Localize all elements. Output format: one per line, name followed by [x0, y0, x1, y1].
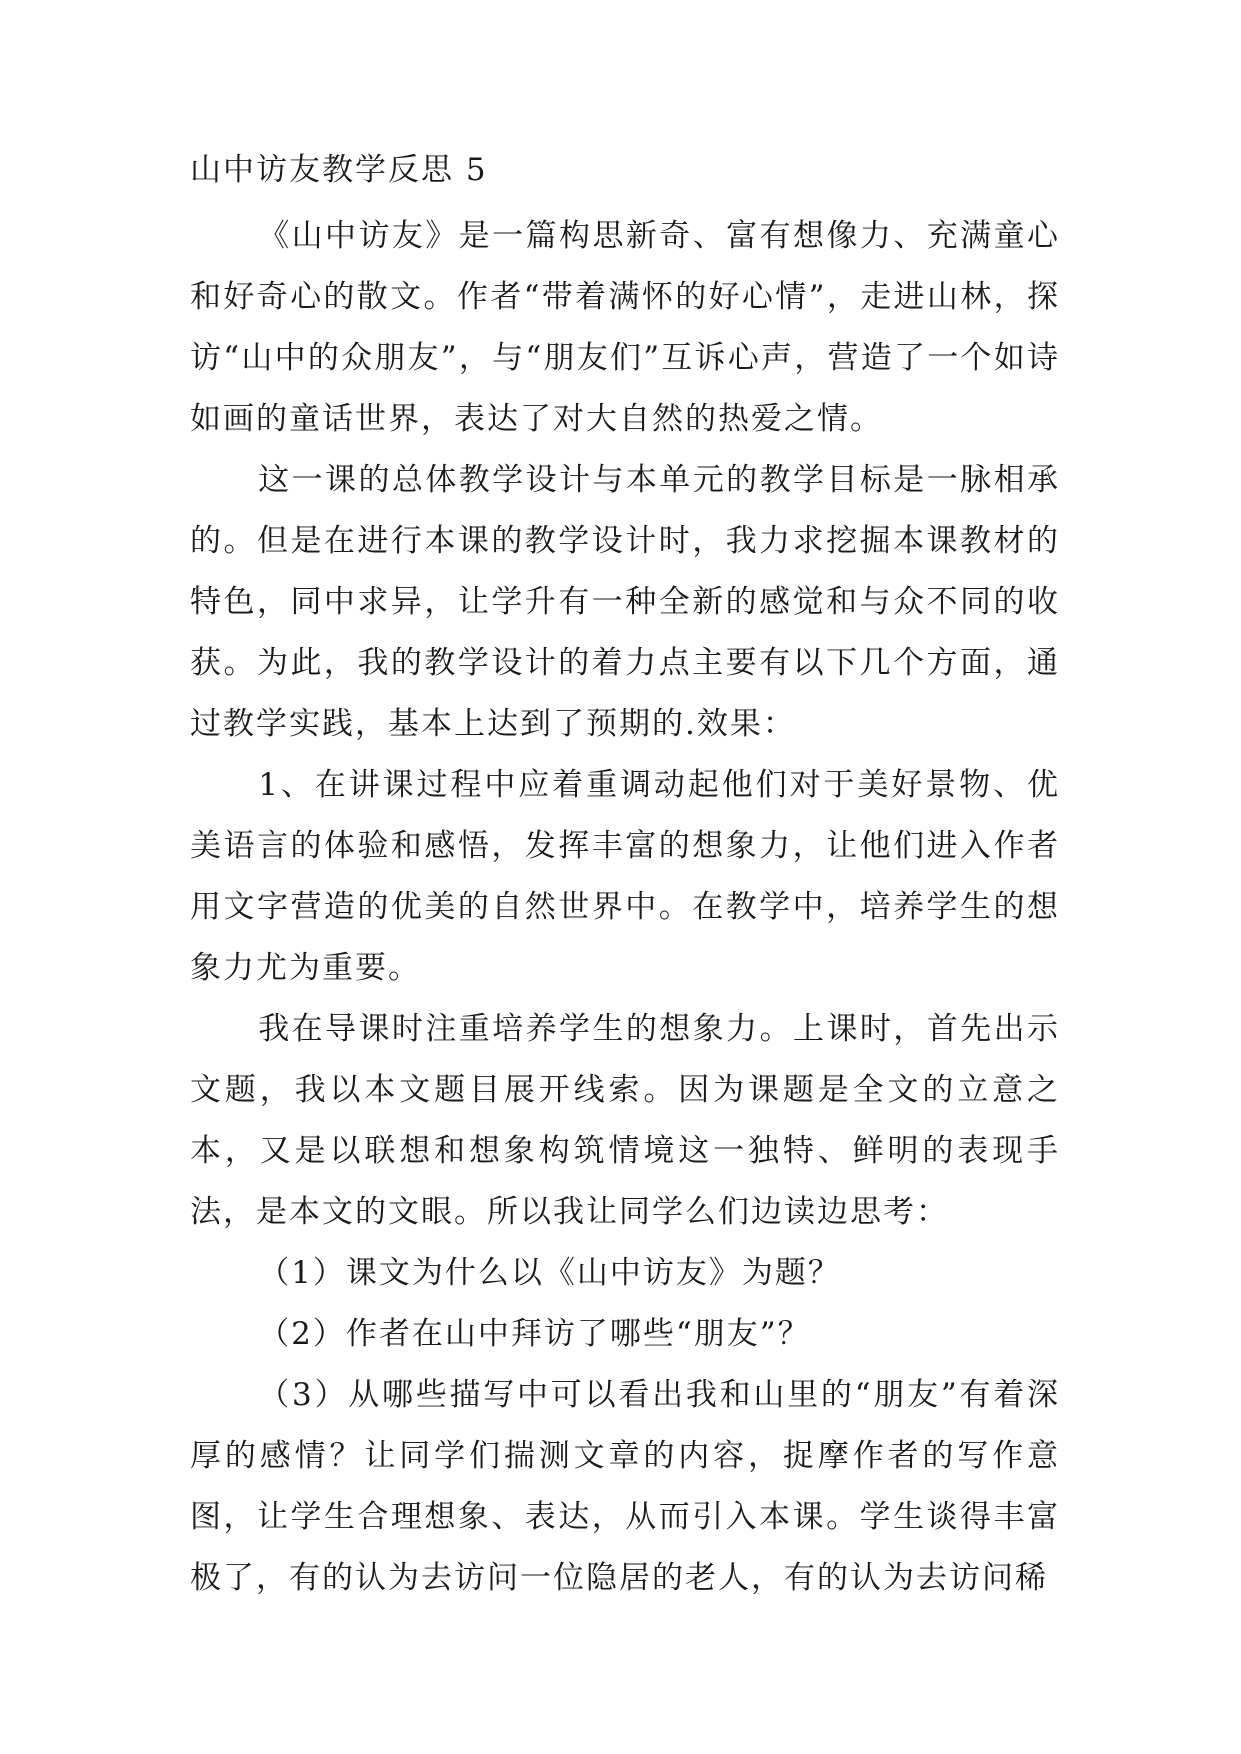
document-page: [190, 148, 1060, 1609]
question-1: （1）课文为什么以《山中访友》为题？: [258, 1255, 841, 1291]
question-2: （2）作者在山中拜访了哪些“朋友”？: [258, 1316, 811, 1352]
document-title: 山中访友教学反思 5: [190, 152, 488, 188]
question-3: （3）从哪些描写中可以看出我和山里的“朋友”有着深厚的感情？让同学们揣测文章的内容，捉摩作者的写作意图，让学生合理想象、表达，从而引入本课。学生谈得丰富极了，有的认为去访问一位隐居的老人，有的认为去访问稀: [190, 1377, 1060, 1596]
paragraph-lesson-intro: 我在导课时注重培养学生的想象力。上课时，首先出示文题，我以本文题目展开线索。因为课题是全文的立意之本，又是以联想和想象构筑情境这一独特、鲜明的表现手法，是本文的文眼。所以我让同学么们边读边思考：: [190, 1011, 1060, 1230]
paragraph-point-1: 1、在讲课过程中应着重调动起他们对于美好景物、优美语言的体验和感悟，发挥丰富的想象力，让他们进入作者用文字营造的优美的自然世界中。在教学中，培养学生的想象力尤为重要。: [190, 767, 1060, 986]
paragraph-intro: 《山中访友》是一篇构思新奇、富有想像力、充满童心和好奇心的散文。作者“带着满怀的好心情”，走进山林，探访“山中的众朋友”，与“朋友们”互诉心声，营造了一个如诗如画的童话世界，表达了对大自然的热爱之情。: [190, 218, 1060, 437]
paragraph-design: 这一课的总体教学设计与本单元的教学目标是一脉相承的。但是在进行本课的教学设计时，我力求挖掘本课教材的特色，同中求异，让学升有一种全新的感觉和与众不同的收获。为此，我的教学设计的着力点主要有以下几个方面，通过教学实践，基本上达到了预期的.效果：: [190, 462, 1060, 742]
